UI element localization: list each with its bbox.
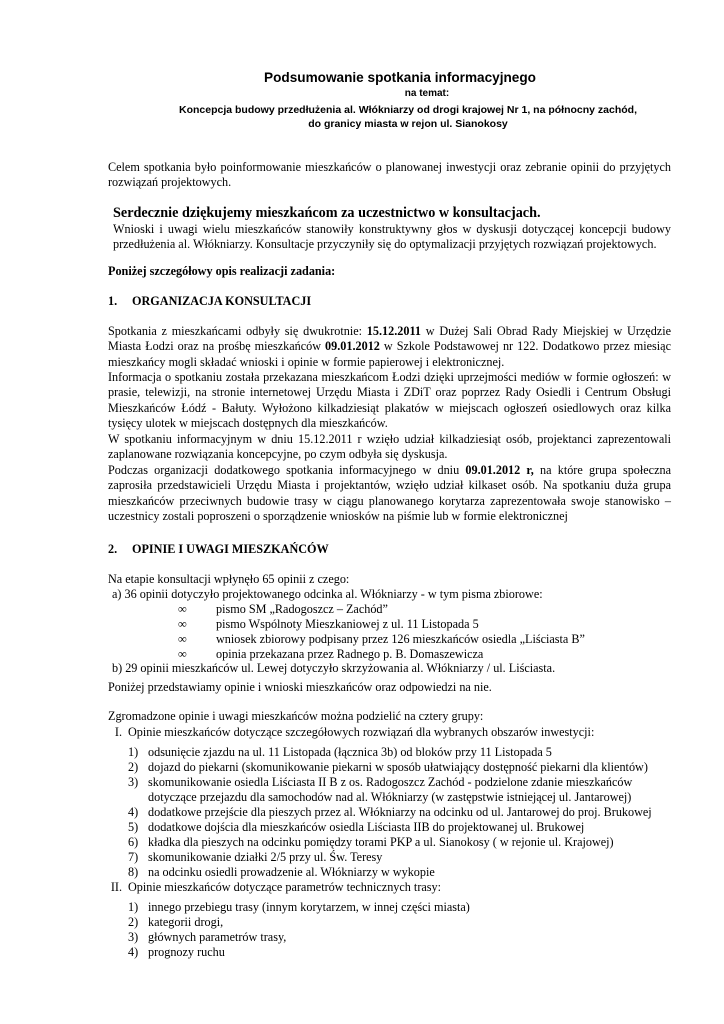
group-1-item: 2) dojazd do piekarni (skomunikowanie piekarni w sposób ułatwiający dostępność piekarni dla klientów)	[128, 760, 648, 774]
infinity-bullet-icon: ∞	[178, 617, 187, 631]
group-1-heading: I. Opinie mieszkańców dotyczące szczegółowych rozwiązań dla wybranych obszarów inwestycji:	[114, 725, 595, 739]
bullet-item: ∞ pismo Wspólnoty Mieszkaniowej z ul. 11 Listopada 5	[178, 617, 479, 631]
section-1-paragraph-4: Podczas organizacji dodatkowego spotkania informacyjnego w dniu 09.01.2012 r, na które grupa społeczna zaprosiła przedstawicieli Urzędu Miasta i projektantów, wzięło udział kilkaset osób. Na spotkaniu duża grupa mieszkańców przeciwnych budowie trasy w ciągu planowanego korytarza zaprezentowała swoje stanowisko – uczestnicy zostali poproszeni o sporządzenie wniosków na piśmie lub w formie elektronicznej	[108, 463, 671, 524]
document-topic	[0, 103, 724, 131]
section-1-heading	[108, 294, 311, 309]
section-2-heading	[108, 542, 329, 557]
section-2-number: 2.	[108, 542, 118, 556]
details-heading: Poniżej szczegółowy opis realizacji zadania:	[108, 264, 336, 278]
topic-line-1: Koncepcja budowy przedłużenia al. Włókniarzy od drogi krajowej Nr 1, na północny zachód,	[179, 104, 637, 116]
group-2-item: 1) innego przebiegu trasy (innym korytarzem, w innej części miasta)	[128, 900, 470, 914]
group-1-item: 5) dodatkowe dojścia dla mieszkańców osiedla Liściasta IIB do projektowanej ul. Brukowej	[128, 820, 585, 834]
group-2-item: 3) głównych parametrów trasy,	[128, 930, 287, 944]
section-2-present: Poniżej przedstawiamy opinie i wnioski mieszkańców oraz odpowiedzi na nie.	[108, 680, 492, 694]
section-2-lead: Na etapie konsultacji wpłynęło 65 opinii z czego:	[108, 572, 350, 586]
thanks-paragraph: Wnioski i uwagi wielu mieszkańców stanowiły konstruktywny głos w dyskusji dotyczącej koncepcji budowy przedłużenia al. Włókniarzy. Konsultacje przyczyniły się do optymalizacji przyjętych rozwiązań projektowych.	[113, 222, 671, 252]
bullet-item: ∞ opinia przekazana przez Radnego p. B. Domaszewicza	[178, 647, 484, 661]
group-1-item: 7) skomunikowanie działki 2/5 przy ul. Św. Teresy	[128, 850, 383, 864]
group-2-heading: II. Opinie mieszkańców dotyczące parametrów technicznych trasy:	[110, 880, 442, 894]
group-2-item: 2) kategorii drogi,	[128, 915, 224, 929]
section-1-number: 1.	[108, 294, 118, 308]
bullet-item: ∞ pismo SM „Radogoszcz – Zachód”	[178, 602, 388, 616]
infinity-bullet-icon: ∞	[178, 632, 187, 646]
thanks-heading: Serdecznie dziękujemy mieszkańcom za uczestnictwo w konsultacjach.	[113, 205, 541, 221]
section-1-paragraph-1: Spotkania z mieszkańcami odbyły się dwukrotnie: 15.12.2011 w Dużej Sali Obrad Rady Miejskiej w Urzędzie Miasta Łodzi oraz na prośbę mieszkańców 09.01.2012 w Szkole Podstawowej nr 122. Dodatkowo przez miesiąc mieszkańcy mogli składać wnioski i opinie w formie papierowej i elektronicznej.	[108, 324, 672, 369]
section-1-paragraph-3: W spotkaniu informacyjnym w dniu 15.12.2011 r wzięło udział kilkadziesiąt osób, projektanci zaprezentowali zaplanowane rozwiązania koncepcyjne, po czym odbyła się dyskusja.	[108, 432, 671, 462]
infinity-bullet-icon: ∞	[178, 602, 187, 616]
section-2-groups-intro: Zgromadzone opinie i uwagi mieszkańców można podzielić na cztery grupy:	[108, 709, 484, 723]
section-2-item-a: a) 36 opinii dotyczyło projektowanego odcinka al. Włókniarzy - w tym pisma zbiorowe:	[112, 587, 543, 601]
group-2-item: 4) prognozy ruchu	[128, 945, 225, 959]
group-1-item: 4) dodatkowe przejście dla pieszych przez al. Włókniarzy na odcinku od ul. Jantarowej do proj. Brukowej	[128, 805, 652, 819]
infinity-bullet-icon: ∞	[178, 647, 187, 661]
section-1-paragraph-2: Informacja o spotkaniu została przekazana mieszkańcom Łodzi dzięki uprzejmości mediów w formie ogłoszeń: w prasie, telewizji, na stronie internetowej Urzędu Miasta i ZDiT oraz poprzez Rady Osiedli i Centrum Obsługi Mieszkańców Łódź - Bałuty. Wyłożono kilkadziesiąt plakatów w miejscach ogłoszeń osiedlowych oraz kilka tysięcy ulotek w miejscach dostępnych dla mieszkańców.	[108, 370, 671, 431]
document-title: Podsumowanie spotkania informacyjnego	[264, 70, 536, 85]
group-1-item: 1) odsunięcie zjazdu na ul. 11 Listopada (łącznica 3b) od bloków przy 11 Listopada 5	[128, 745, 552, 759]
topic-line-2: do granicy miasta w rejon ul. Sianokosy	[308, 118, 508, 130]
section-2-item-b: b) 29 opinii mieszkańców ul. Lewej dotyczyło skrzyżowania al. Włókniarzy / ul. Liściasta.	[112, 661, 556, 675]
group-1-item-continuation: dotyczące przejazdu dla samochodów nad al. Włókniarzy (w zastępstwie istniejącej ul. Jantarowej)	[148, 790, 632, 804]
section-1-title: ORGANIZACJA KONSULTACJI	[132, 294, 312, 308]
section-2-title: OPINIE I UWAGI MIESZKAŃCÓW	[132, 542, 329, 556]
group-1-item: 3) skomunikowanie osiedla Liściasta II B z os. Radogoszcz Zachód - podzielone zdanie mieszkańców	[128, 775, 633, 789]
group-1-item: 8) na odcinku osiedli prowadzenie al. Włókniarzy w wykopie	[128, 865, 435, 879]
group-1-item: 6) kładka dla pieszych na odcinku pomiędzy torami PKP a ul. Sianokosy ( w rejonie ul. Krajowej)	[128, 835, 614, 849]
document-subtitle: na temat:	[404, 88, 450, 99]
bullet-item: ∞ wniosek zbiorowy podpisany przez 126 mieszkańców osiedla „Liściasta B”	[178, 632, 585, 646]
intro-paragraph: Celem spotkania było poinformowanie mieszkańców o planowanej inwestycji oraz zebranie opinii do przyjętych rozwiązań projektowych.	[108, 160, 671, 190]
